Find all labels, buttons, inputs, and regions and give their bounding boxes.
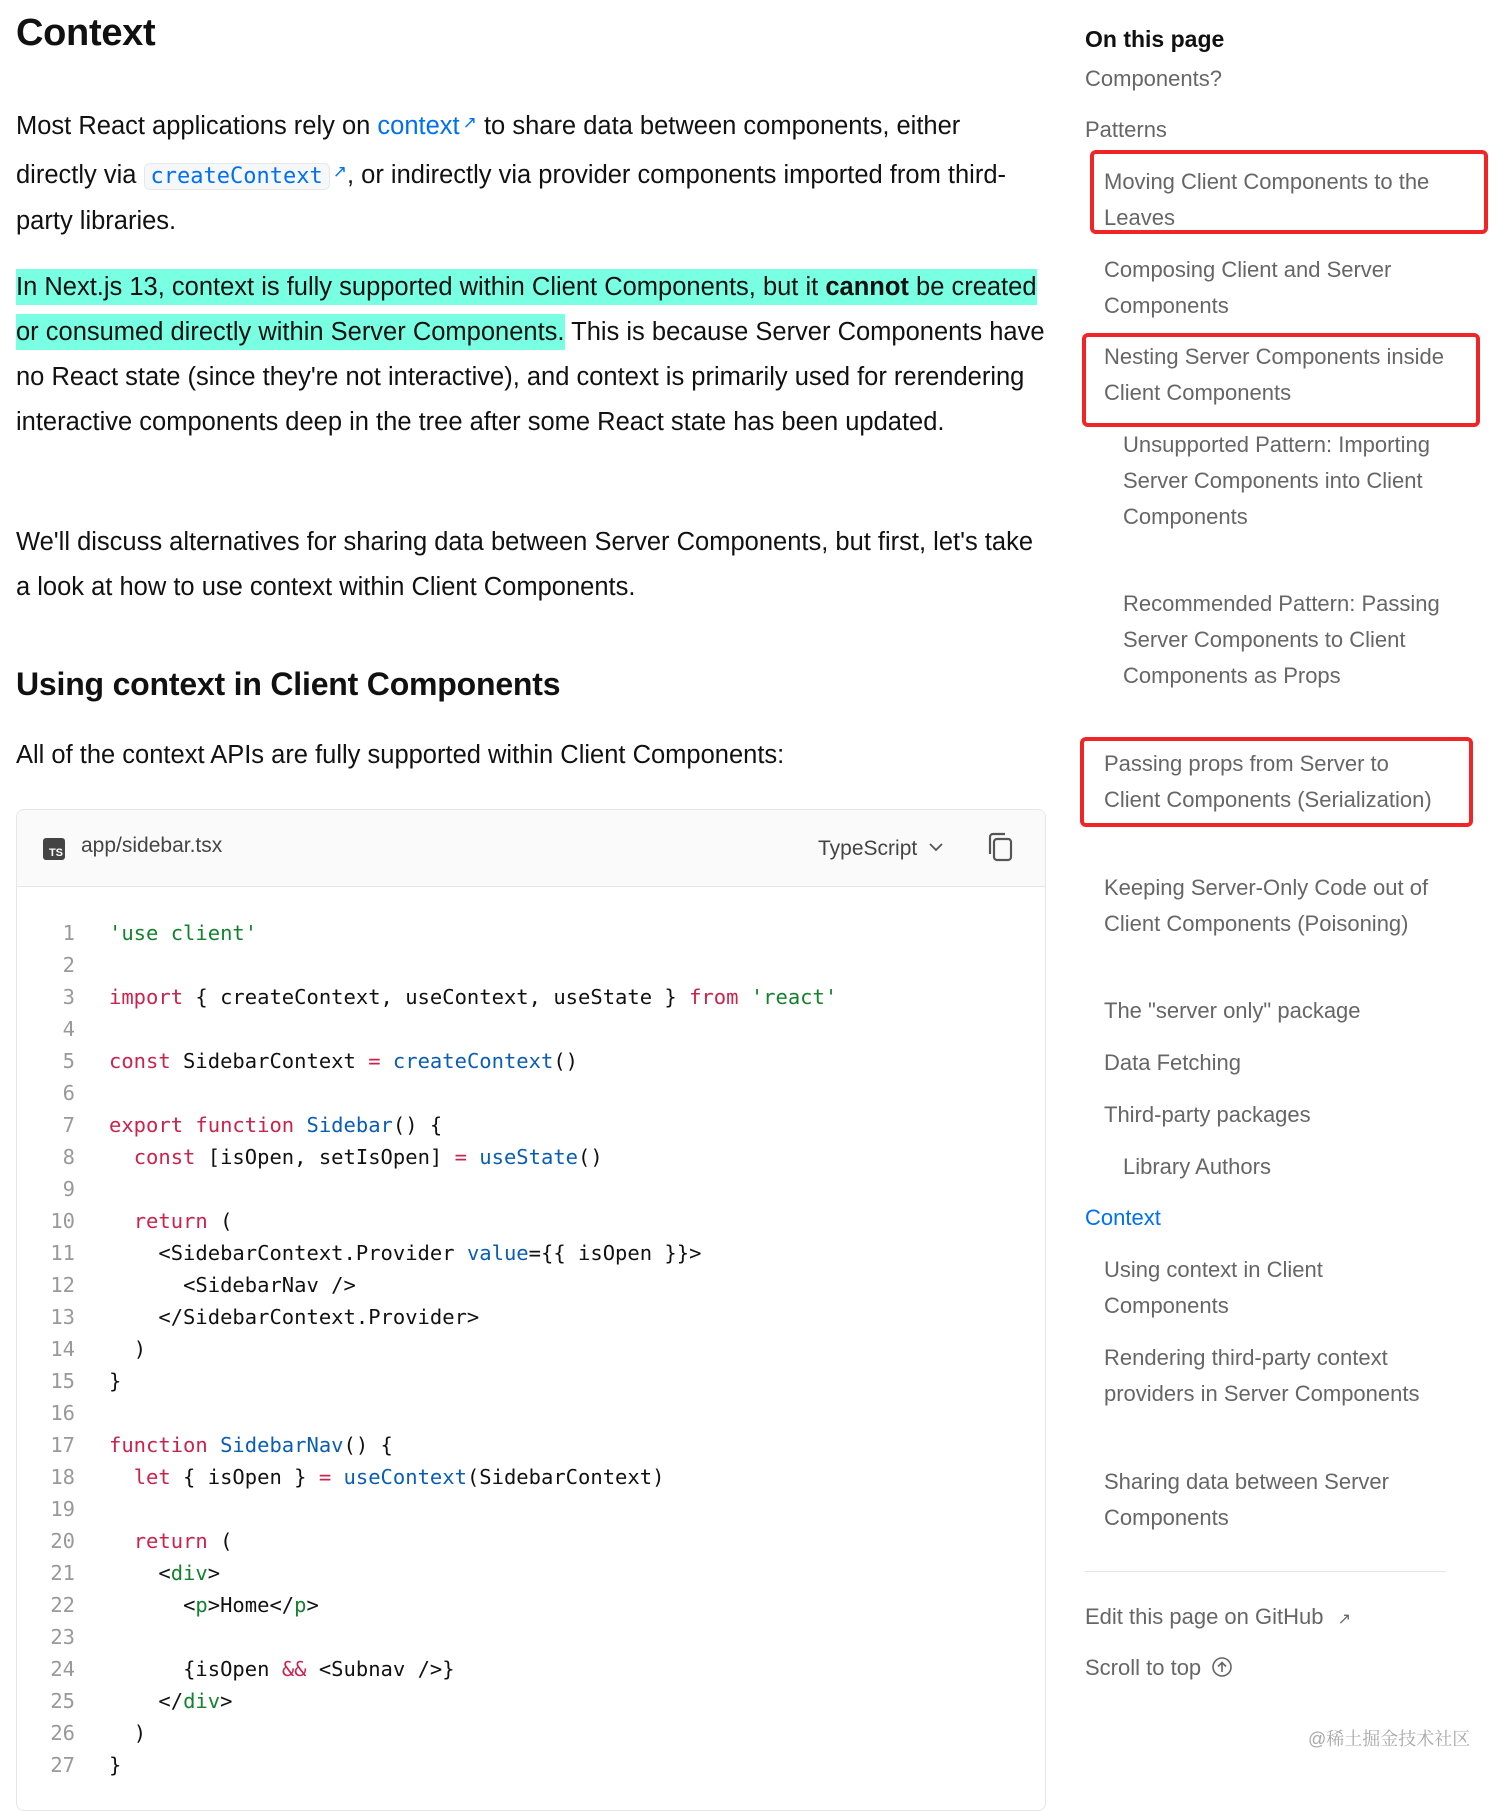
toc-item[interactable]: Third-party packages [1104,1102,1311,1127]
code-line [17,981,1045,1013]
code-line [17,1205,1045,1237]
token: Sidebar [306,1113,393,1137]
code-line [17,917,1045,949]
page-title: Context [16,12,156,54]
token: ={{ isOpen }}> [528,1241,702,1265]
token: { createContext, useContext, useState } [183,985,690,1009]
token: useState [479,1145,579,1169]
token: </SidebarContext.Provider> [158,1305,480,1329]
line-number: 6 [62,1081,75,1105]
line-number: 20 [50,1529,75,1553]
token: ( [207,1529,233,1553]
line-number: 8 [62,1145,75,1169]
token: let [133,1465,171,1489]
token: {isOpen [183,1657,282,1681]
token: const [133,1145,196,1169]
line-number: 15 [50,1369,75,1393]
token: import [109,985,184,1009]
toc-item[interactable]: The "server only" package [1104,998,1361,1023]
line-number: 23 [50,1625,75,1649]
code-line [17,1109,1045,1141]
code-line [17,1525,1045,1557]
token: value [466,1241,529,1265]
token: function [109,1433,208,1457]
edit-on-github-link[interactable] [1085,1604,1351,1630]
token: div [183,1689,221,1713]
token: export [109,1113,184,1137]
code-line [17,1269,1045,1301]
toc-item[interactable]: Passing props from Server to Client Components (Serialization) [1104,751,1432,812]
code-block [16,809,1046,1811]
toc-item[interactable]: Data Fetching [1104,1050,1241,1075]
code-line [17,1141,1045,1173]
code-line [17,1653,1045,1685]
line-number: 18 [50,1465,75,1489]
token: SidebarContext [170,1049,369,1073]
toc-item[interactable]: Sharing data between Server Components [1104,1469,1389,1530]
token: </ [158,1689,184,1713]
code-line [17,1685,1045,1717]
code-filename: app/sidebar.tsx [81,834,223,857]
language-label: TypeScript [818,837,918,860]
token: () { [392,1113,443,1137]
line-number: 17 [50,1433,75,1457]
token: = [368,1049,381,1073]
code-line [17,1397,1045,1429]
code-block-header [17,810,1045,887]
code-line [17,1557,1045,1589]
support-rest: This is because Server Components have no React state (since they're not interactive), and context is primarily used for rerendering interactive components deep in the tree after some React state has been updated. [16,318,1045,436]
code-line [17,1429,1045,1461]
token: </ [269,1593,295,1617]
highlight-part-2: be created or consumed directly within Server Components. [16,273,1037,346]
toc-item-active[interactable]: Context [1085,1205,1161,1230]
token: > [207,1593,221,1617]
toc-item[interactable]: Using context in Client Components [1104,1257,1323,1318]
token: } [109,1369,122,1393]
token: () [578,1145,603,1169]
token: > [207,1561,221,1585]
code-line [17,949,1045,981]
support-paragraph [16,265,1051,445]
code-line [17,1589,1045,1621]
token: const [109,1049,171,1073]
token: p [294,1593,307,1617]
token: { isOpen } [170,1465,319,1489]
code-line [17,1173,1045,1205]
line-number: 11 [50,1241,75,1265]
line-number: 16 [50,1401,75,1425]
toc-item[interactable]: Library Authors [1123,1154,1271,1179]
code-lines [17,917,1045,1781]
line-number: 7 [62,1113,75,1137]
line-number: 26 [50,1721,75,1745]
code-line [17,1077,1045,1109]
line-number: 2 [62,953,75,977]
context-link-text: context [377,112,460,140]
line-number: 5 [62,1049,75,1073]
toc-item[interactable]: Rendering third-party context providers in Server Components [1104,1345,1420,1406]
toc-item[interactable]: Composing Client and Server Components [1104,257,1392,318]
code-line [17,1237,1045,1269]
chevron-down-icon [929,834,943,858]
external-link-icon: ↗ [1337,1611,1352,1628]
apis-paragraph: All of the context APIs are fully supported within Client Components: [16,741,785,769]
token: [isOpen, setIsOpen] [195,1145,455,1169]
token: ) [133,1721,147,1745]
external-link-icon: ↗ [332,162,347,181]
code-line [17,1749,1045,1781]
token: () { [343,1433,393,1457]
token: > [306,1593,319,1617]
token: > [220,1689,233,1713]
line-number: 14 [50,1337,75,1361]
arrow-up-circle-icon [1211,1656,1233,1678]
intro-text-1: Most React applications rely on [16,112,378,140]
intro-text-3: , or indirectly via provider components imported from third-party libraries. [16,161,1006,235]
code-line [17,1717,1045,1749]
copy-button[interactable] [985,830,1015,864]
toc-item[interactable]: Keeping Server-Only Code out of Client Components (Poisoning) [1104,875,1429,936]
watermark: @稀土掘金技术社区 [1308,1729,1471,1749]
toc-divider [1085,1571,1446,1572]
line-number: 19 [50,1497,75,1521]
toc-item[interactable]: Nesting Server Components inside Client Components [1104,344,1444,405]
context-link[interactable] [377,112,476,140]
cannot-bold: cannot [825,273,909,301]
line-number: 9 [62,1177,75,1201]
token: && [281,1657,307,1681]
highlight-part-1: In Next.js 13, context is fully supported within Client Components, but it [16,273,826,301]
typescript-file-icon: TS [43,838,65,860]
intro-paragraph [16,100,1046,244]
external-link-icon: ↗ [462,113,477,132]
code-line [17,1365,1045,1397]
line-number: 12 [50,1273,75,1297]
token: <SidebarContext.Provider [158,1241,467,1265]
token: useContext [343,1465,467,1489]
token: () [553,1049,579,1073]
token: createContext [392,1049,554,1073]
intro-text-2: to share data between components, either directly via [16,112,961,189]
token: 'use client' [109,921,258,945]
code-line [17,1301,1045,1333]
edit-on-github-label: Edit this page on GitHub [1085,1604,1324,1629]
toc-item[interactable]: Patterns [1085,117,1167,142]
token: < [183,1593,196,1617]
token: = [318,1465,332,1489]
token: p [195,1593,208,1617]
line-number: 22 [50,1593,75,1617]
scroll-to-top-button[interactable] [1085,1655,1233,1681]
toc-item[interactable]: Recommended Pattern: Passing Server Components to Client Components as Props [1123,591,1440,688]
line-number: 4 [62,1017,75,1041]
copy-icon [985,830,1015,864]
code-line [17,1013,1045,1045]
code-line [17,1461,1045,1493]
token: Home [220,1593,270,1617]
code-line [17,1045,1045,1077]
toc-item[interactable]: Moving Client Components to the Leaves [1104,169,1430,230]
line-number: 3 [62,985,75,1009]
code-line [17,1493,1045,1525]
token: } [109,1753,122,1777]
token: ) [133,1337,147,1361]
line-number: 10 [50,1209,75,1233]
toc-item[interactable]: Unsupported Pattern: Importing Server Components into Client Components [1123,432,1430,529]
line-number: 27 [50,1753,75,1777]
token: < [158,1561,171,1585]
token: return [133,1529,208,1553]
line-number: 1 [62,921,75,945]
token: <SidebarNav /> [183,1273,356,1297]
line-number: 24 [50,1657,75,1681]
create-context-link[interactable] [144,161,347,189]
line-number: 21 [50,1561,75,1585]
toc-title: On this page [1085,26,1225,52]
section-heading: Using context in Client Components [16,666,561,702]
token: SidebarNav [220,1433,344,1457]
code-line [17,1621,1045,1653]
token: ( [207,1209,233,1233]
token: = [454,1145,467,1169]
token: <Subnav />} [306,1657,455,1681]
line-number: 13 [50,1305,75,1329]
token: from [689,985,739,1009]
scroll-to-top-label: Scroll to top [1085,1655,1202,1680]
token: (SidebarContext) [466,1465,665,1489]
token: return [133,1209,208,1233]
alternatives-paragraph: We'll discuss alternatives for sharing data between Server Components, but first, let's take a look at how to use context within Client Components. [16,528,1033,601]
line-number: 25 [50,1689,75,1713]
token: div [170,1561,208,1585]
token: function [195,1113,295,1137]
create-context-code: createContext [144,163,330,190]
toc-item[interactable]: Components? [1085,66,1222,91]
token: 'react' [750,985,838,1009]
code-line [17,1333,1045,1365]
language-selector[interactable] [818,834,943,861]
